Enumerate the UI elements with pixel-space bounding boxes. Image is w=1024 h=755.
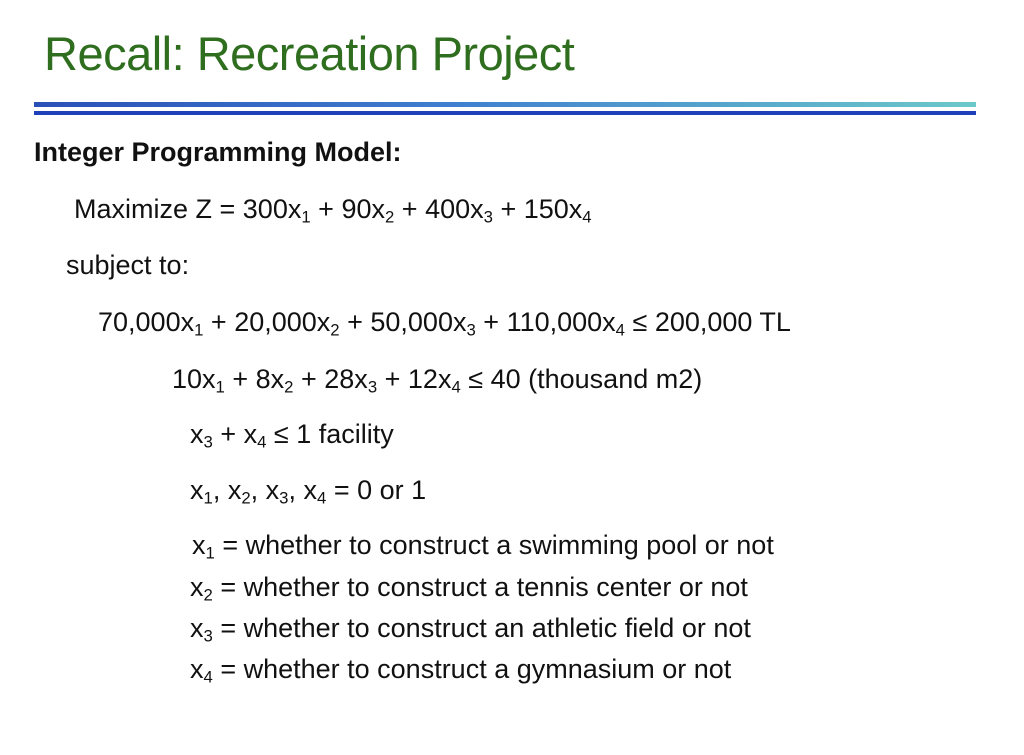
term-separator: + [212,419,244,449]
space-constraint-rhs: ≤ 40 (thousand m2) [468,364,703,394]
title-divider-top [34,102,976,107]
term-separator [326,475,334,505]
term-separator: + [492,194,524,224]
term-coefficient: 150x [523,194,583,224]
definition-text: = whether to construct a tennis center or not [212,572,748,602]
term-separator: + [339,307,371,337]
term-subscript: 4 [582,207,592,227]
term-separator: + [293,364,325,394]
term-separator: , [288,475,304,505]
definition-text: = whether to construct a gymnasium or not [212,654,732,684]
term-coefficient: x [243,419,258,449]
term-separator: + [377,364,408,394]
definition-var: x [190,572,204,602]
term-separator: + [475,307,507,337]
facility-constraint-terms [190,419,274,452]
term-subscript: 2 [241,488,251,508]
binary-constraint-rhs: = 0 or 1 [333,475,427,505]
term-subscript: 3 [483,207,493,227]
definition-text: = whether to construct an athletic field or not [212,613,751,643]
term-subscript: 3 [466,320,476,340]
facility-constraint-rhs: ≤ 1 facility [273,419,394,449]
term-coefficient: 28x [324,364,368,394]
definition-var: x [190,613,204,643]
definition-var: x [190,654,204,684]
term-subscript: 4 [257,432,267,452]
facility-constraint [190,419,394,450]
budget-constraint-terms [98,307,633,340]
term-separator: , [250,475,266,505]
term-subscript: 3 [279,488,289,508]
term-coefficient: 90x [341,194,385,224]
term-separator: + [310,194,342,224]
term-coefficient: 50,000x [370,307,467,337]
objective-prefix: Maximize Z = [74,194,243,224]
term-coefficient: 10x [172,364,216,394]
definition-x4 [190,654,731,685]
objective-function [74,194,592,225]
term-coefficient: 70,000x [98,307,195,337]
definition-x3 [190,613,751,644]
term-separator: + [203,307,235,337]
term-coefficient: 8x [255,364,285,394]
objective-terms [242,194,592,227]
term-subscript: 1 [194,320,204,340]
term-separator [266,419,274,449]
definition-x1 [192,530,774,561]
budget-constraint-rhs: ≤ 200,000 TL [632,307,791,337]
term-subscript: 3 [367,377,378,397]
budget-constraint [98,307,791,338]
definition-sub: 3 [203,626,213,646]
space-constraint-terms [172,364,468,397]
term-subscript: 2 [330,320,340,340]
term-subscript: 1 [301,207,311,227]
binary-constraint [190,475,426,506]
term-coefficient: x [227,475,242,505]
term-coefficient: x [265,475,280,505]
term-subscript: 2 [384,207,395,227]
definition-sub: 1 [205,543,215,563]
model-heading: Integer Programming Model: [34,137,402,167]
term-separator: , [212,475,228,505]
term-subscript: 1 [203,488,213,508]
term-coefficient: 20,000x [234,307,331,337]
definition-sub: 4 [203,667,213,687]
term-coefficient: x [190,475,204,505]
term-separator: + [394,194,426,224]
title-divider-bottom [34,111,976,115]
term-coefficient: 110,000x [506,307,616,337]
definition-x2 [190,572,748,603]
term-coefficient: x [303,475,317,505]
definition-text: = whether to construct a swimming pool or not [214,530,774,560]
term-subscript: 4 [615,320,625,340]
term-subscript: 4 [451,377,461,397]
slide-title: Recall: Recreation Project [44,27,575,80]
term-coefficient: x [190,419,204,449]
subject-to-label: subject to: [66,250,190,280]
space-constraint [172,364,702,395]
term-subscript: 3 [203,432,213,452]
term-coefficient: 400x [425,194,484,224]
term-subscript: 2 [284,377,294,397]
definition-sub: 2 [203,585,213,605]
term-subscript: 4 [316,488,327,508]
term-coefficient: 12x [407,364,452,394]
term-subscript: 1 [215,377,225,397]
term-separator: + [224,364,256,394]
term-separator [625,307,633,337]
definition-var: x [192,530,206,560]
term-coefficient: 300x [242,194,302,224]
binary-constraint-terms [190,475,334,508]
